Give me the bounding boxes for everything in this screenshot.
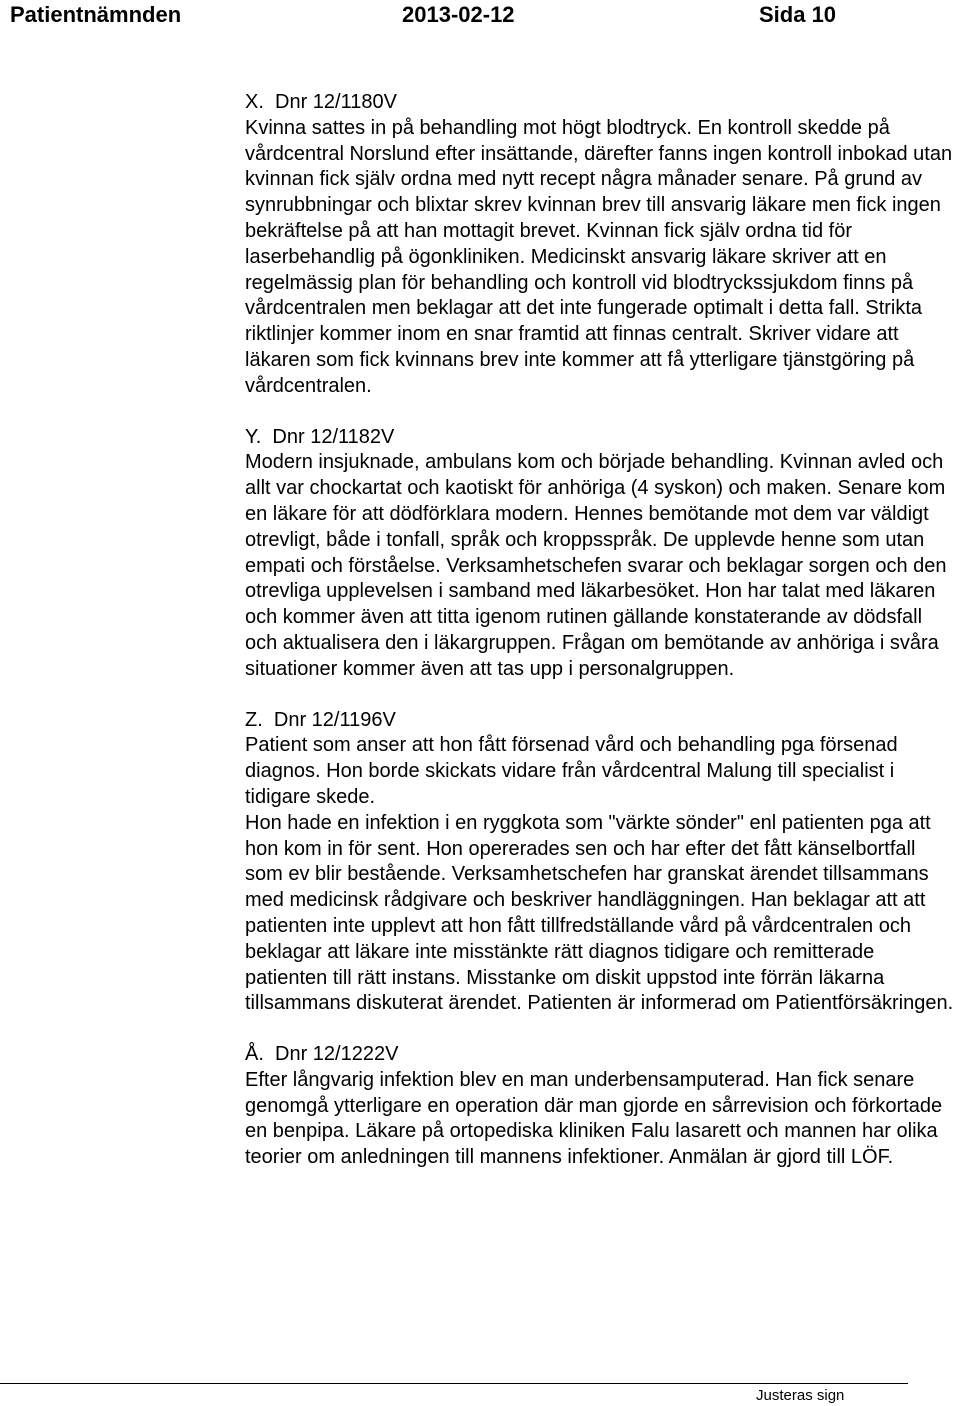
case-text: Modern insjuknade, ambulans kom och började behandling. Kvinnan avled och allt var chockartat och kaotiskt för anhöriga (4 syskon) och maken. Senare kom en läkare för att dödförklara modern. Hennes bemötande mot dem var väldigt otrevligt, både i tonfall, språk och kroppsspråk. De upplevde henne som utan empati och förståelse. Verksamhetschefen svarar och beklagar sorgen och den otrevliga upplevelsen i samband med läkarbesöket. Hon har talat med läkaren och kommer även att titta igenom rutinen gällande konstaterande av dödsfall och aktualisera den i läkargruppen. Frågan om bemötande av anhöriga i svåra situationer kommer även att tas upp i personalgruppen. bbox=[245, 451, 947, 680]
page-header bbox=[10, 2, 890, 28]
case-y bbox=[245, 425, 957, 683]
signature-line bbox=[0, 1383, 908, 1384]
header-organization: Patientnämnden bbox=[10, 2, 182, 27]
case-text: Efter långvarig infektion blev en man underbensamputerad. Han fick senare genomgå ytterligare en operation där man gjorde en sårrevision och förkortade en benpipa. Läkare på ortopediska kliniken Falu lasarett och mannen har olika teorier om anledningen till mannens infektioner. Anmälan är gjord till LÖF. bbox=[245, 1068, 943, 1169]
case-z bbox=[245, 708, 957, 1018]
document-body bbox=[245, 90, 957, 1196]
signature-label: Justeras sign bbox=[756, 1387, 845, 1404]
case-text: Kvinna sattes in på behandling mot högt blodtryck. En kontroll skedde på vårdcentral Norslund efter insättande, därefter fanns ingen kontroll inbokad utan kvinnan fick själv ordna med nytt recept några månader senare. På grund av synrubbningar och blixtar skrev kvinnan brev till ansvarig läkare men fick ingen bekräftelse på att han mottagit brevet. Kvinnan fick själv ordna tid för laserbehandlig på ögonkliniken. Medicinskt ansvarig läkare skriver att en regelmässig plan för behandling och kontroll vid blodtryckssjukdom finns på vårdcentralen men beklagar att det inte fungerade optimalt i detta fall. Strikta riktlinjer kommer inom en snar framtid att finnas centralt. Skriver vidare att läkaren som fick kvinnans brev inte kommer att få ytterligare tjänstgöring på vårdcentralen. bbox=[245, 116, 953, 397]
case-heading: Y. Dnr 12/1182V bbox=[245, 425, 395, 448]
case-text-continued: Hon hade en infektion i en ryggkota som "värkte sönder" enl patienten pga att hon kom in för sent. Hon opererades sen och har efter det fått känselbortfall som ev blir bestående. Verksamhetschefen har granskat ärendet tillsammans med medicinsk rådgivare och beskriver handläggningen. Han beklagar att att patienten inte upplevt att hon fått tillfredställande vård på vårdcentralen och beklagar att läkare inte misstänkte rätt diagnos tidigare och remitterade patienten till rätt instans. Misstanke om diskit uppstod inte förrän läkarna tillsammans diskuterat ärendet. Patienten är informerad om Patientförsäkringen. bbox=[245, 811, 954, 1015]
case-aa bbox=[245, 1042, 957, 1171]
header-date: 2013-02-12 bbox=[402, 2, 515, 27]
case-x bbox=[245, 90, 957, 400]
case-heading: Å. Dnr 12/1222V bbox=[245, 1043, 399, 1066]
case-text: Patient som anser att hon fått försenad vård och behandling pga försenad diagnos. Hon borde skickats vidare från vårdcentral Malung till specialist i tidigare skede. bbox=[245, 734, 898, 808]
header-page-number: Sida 10 bbox=[759, 2, 837, 27]
case-heading: Z. Dnr 12/1196V bbox=[245, 708, 396, 731]
case-heading: X. Dnr 12/1180V bbox=[245, 91, 397, 113]
